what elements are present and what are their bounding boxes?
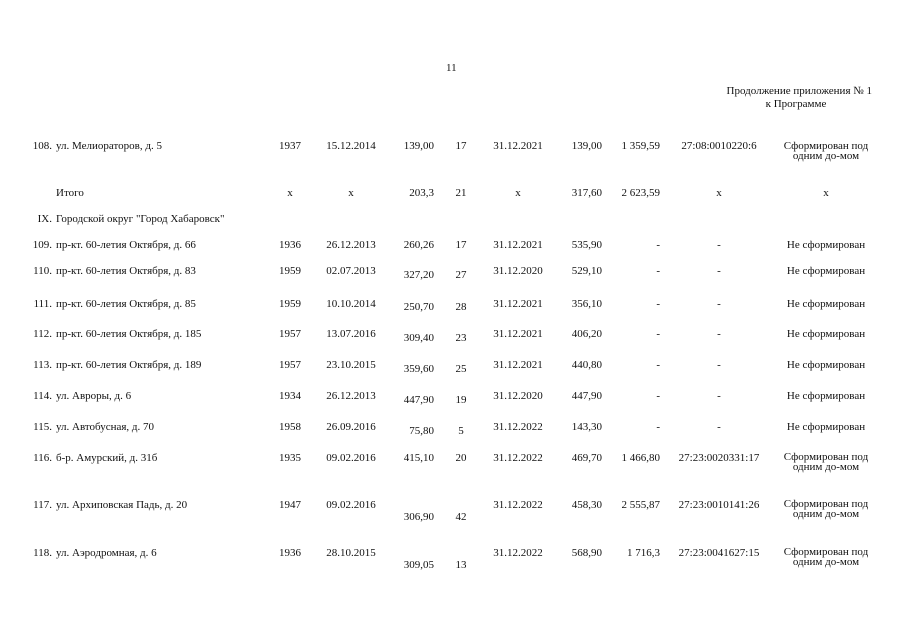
recognition-date: 09.02.2016 — [326, 499, 376, 511]
table-row — [0, 359, 905, 379]
area-total: 469,70 — [571, 452, 602, 464]
table-row — [0, 140, 905, 160]
table-row — [0, 546, 905, 571]
build-year: 1959 — [279, 265, 301, 277]
recognition-date: 10.10.2014 — [326, 298, 376, 310]
row-number: 117. — [33, 499, 52, 511]
cadastral-number: 27:23:0010141:26 — [678, 499, 760, 511]
total-status: х — [823, 187, 829, 199]
table-row — [0, 265, 905, 285]
relocation-date: 31.12.2021 — [493, 298, 543, 310]
area-total: 458,30 — [571, 499, 602, 511]
row-number: 109. — [32, 239, 52, 251]
area-total: 535,90 — [571, 239, 602, 251]
appendix-note-line2: к Программе — [765, 98, 827, 110]
row-number: 108. — [32, 140, 52, 152]
total-year: х — [287, 187, 293, 199]
relocation-date: 31.12.2021 — [493, 328, 543, 340]
build-year: 1957 — [279, 359, 301, 371]
residents-count: 28 — [455, 301, 467, 313]
table-row — [0, 390, 905, 410]
relocation-date: 31.12.2022 — [493, 452, 543, 464]
area-total: 356,10 — [571, 298, 602, 310]
address: ул. Мелиораторов, д. 5 — [56, 140, 162, 152]
build-year: 1934 — [279, 390, 301, 402]
residents-count: 5 — [458, 425, 464, 437]
row-number: 116. — [33, 452, 52, 464]
land-area: - — [656, 359, 660, 371]
area-total: 143,30 — [571, 421, 602, 433]
land-area: 1 359,59 — [621, 140, 660, 152]
table-row — [0, 452, 905, 472]
total-date1: х — [348, 187, 354, 199]
row-number: 115. — [33, 421, 52, 433]
table-row — [0, 239, 905, 259]
land-status: Не сформирован — [786, 328, 866, 340]
page-number: 11 — [446, 62, 457, 74]
table-row — [0, 421, 905, 441]
residents-count: 23 — [455, 332, 467, 344]
residents-count: 19 — [455, 394, 467, 406]
build-year: 1937 — [279, 140, 301, 152]
area-living: 309,40 — [403, 332, 434, 344]
land-status: Сформирован под одним до-мом — [783, 498, 869, 520]
row-number: 118. — [33, 547, 52, 559]
area-living: 359,60 — [403, 363, 434, 375]
land-status: Не сформирован — [786, 239, 866, 251]
address: пр-кт. 60-летия Октября, д. 189 — [56, 359, 202, 371]
area-total: 406,20 — [571, 328, 602, 340]
total-row — [0, 187, 905, 207]
build-year: 1935 — [279, 452, 301, 464]
land-area: - — [656, 239, 660, 251]
address: пр-кт. 60-летия Октября, д. 83 — [56, 265, 196, 277]
land-area: - — [656, 328, 660, 340]
area-living: 447,90 — [403, 394, 434, 406]
recognition-date: 26.09.2016 — [326, 421, 376, 433]
recognition-date: 23.10.2015 — [326, 359, 376, 371]
relocation-date: 31.12.2022 — [493, 499, 543, 511]
total-label: Итого — [56, 187, 84, 199]
recognition-date: 02.07.2013 — [326, 265, 376, 277]
build-year: 1958 — [279, 421, 301, 433]
build-year: 1936 — [279, 239, 301, 251]
recognition-date: 26.12.2013 — [326, 390, 376, 402]
recognition-date: 13.07.2016 — [326, 328, 376, 340]
land-area: 1 466,80 — [621, 452, 660, 464]
residents-count: 17 — [455, 140, 467, 152]
address: ул. Архиповская Падь, д. 20 — [56, 499, 188, 511]
total-cost: 2 623,59 — [621, 187, 660, 199]
recognition-date: 09.02.2016 — [326, 452, 376, 464]
area-living: 260,26 — [403, 239, 434, 251]
table-row — [0, 328, 905, 348]
build-year: 1947 — [279, 499, 301, 511]
total-count: 21 — [455, 187, 467, 199]
cadastral-number: - — [717, 359, 721, 371]
appendix-note-line1: Продолжение приложения № 1 — [726, 85, 872, 97]
cadastral-number: 27:23:0041627:15 — [678, 547, 760, 559]
recognition-date: 15.12.2014 — [326, 140, 376, 152]
relocation-date: 31.12.2022 — [493, 547, 543, 559]
total-area2: 317,60 — [571, 187, 602, 199]
area-total: 529,10 — [571, 265, 602, 277]
section-row — [0, 213, 905, 233]
address: б-р. Амурский, д. 31б — [56, 452, 158, 464]
cadastral-number: 27:23:0020331:17 — [678, 452, 760, 464]
land-status: Сформирован под одним до-мом — [783, 140, 869, 162]
address: ул. Автобусная, д. 70 — [56, 421, 155, 433]
section-title: Городской округ "Город Хабаровск" — [56, 213, 225, 225]
recognition-date: 26.12.2013 — [326, 239, 376, 251]
address: пр-кт. 60-летия Октября, д. 85 — [56, 298, 196, 310]
row-number: 112. — [33, 328, 52, 340]
section-number: IX. — [37, 213, 52, 225]
row-number: 114. — [33, 390, 52, 402]
area-living: 139,00 — [403, 140, 434, 152]
land-status: Сформирован под одним до-мом — [783, 451, 869, 473]
total-area1: 203,3 — [409, 187, 434, 199]
cadastral-number: - — [717, 421, 721, 433]
row-number: 113. — [33, 359, 52, 371]
area-total: 139,00 — [571, 140, 602, 152]
area-total: 440,80 — [571, 359, 602, 371]
table-row — [0, 298, 905, 318]
address: пр-кт. 60-летия Октября, д. 185 — [56, 328, 202, 340]
land-area: - — [656, 265, 660, 277]
land-status: Не сформирован — [786, 265, 866, 277]
address: ул. Авроры, д. 6 — [56, 390, 132, 402]
land-area: 2 555,87 — [621, 499, 660, 511]
cadastral-number: - — [717, 239, 721, 251]
build-year: 1936 — [279, 547, 301, 559]
area-living: 309,05 — [403, 559, 434, 571]
table-row — [0, 498, 905, 523]
residents-count: 25 — [455, 363, 467, 375]
land-status: Не сформирован — [786, 421, 866, 433]
relocation-date: 31.12.2021 — [493, 239, 543, 251]
land-area: 1 716,3 — [627, 547, 660, 559]
area-living: 415,10 — [403, 452, 434, 464]
residents-count: 13 — [455, 559, 467, 571]
area-living: 306,90 — [403, 511, 434, 523]
relocation-date: 31.12.2022 — [493, 421, 543, 433]
land-area: - — [656, 390, 660, 402]
area-living: 75,80 — [409, 425, 434, 437]
relocation-date: 31.12.2021 — [493, 140, 543, 152]
area-total: 568,90 — [571, 547, 602, 559]
area-living: 327,20 — [403, 269, 434, 281]
row-number: 110. — [33, 265, 52, 277]
residents-count: 27 — [455, 269, 467, 281]
address: пр-кт. 60-летия Октября, д. 66 — [56, 239, 196, 251]
appendix-note — [660, 85, 872, 111]
relocation-date: 31.12.2020 — [493, 265, 543, 277]
land-status: Не сформирован — [786, 359, 866, 371]
residents-count: 17 — [455, 239, 467, 251]
build-year: 1959 — [279, 298, 301, 310]
cadastral-number: - — [717, 390, 721, 402]
cadastral-number: 27:08:0010220:6 — [681, 140, 757, 152]
residents-count: 20 — [455, 452, 467, 464]
land-area: - — [656, 298, 660, 310]
land-status: Не сформирован — [786, 390, 866, 402]
recognition-date: 28.10.2015 — [326, 547, 376, 559]
residents-count: 42 — [455, 511, 467, 523]
relocation-date: 31.12.2021 — [493, 359, 543, 371]
land-status: Не сформирован — [786, 298, 866, 310]
area-living: 250,70 — [403, 301, 434, 313]
land-area: - — [656, 421, 660, 433]
area-total: 447,90 — [571, 390, 602, 402]
land-status: Сформирован под одним до-мом — [783, 546, 869, 568]
build-year: 1957 — [279, 328, 301, 340]
total-cadastral: х — [716, 187, 722, 199]
cadastral-number: - — [717, 265, 721, 277]
total-date2: х — [515, 187, 521, 199]
cadastral-number: - — [717, 298, 721, 310]
row-number: 111. — [33, 298, 52, 310]
address: ул. Аэродромная, д. 6 — [56, 547, 157, 559]
cadastral-number: - — [717, 328, 721, 340]
relocation-date: 31.12.2020 — [493, 390, 543, 402]
